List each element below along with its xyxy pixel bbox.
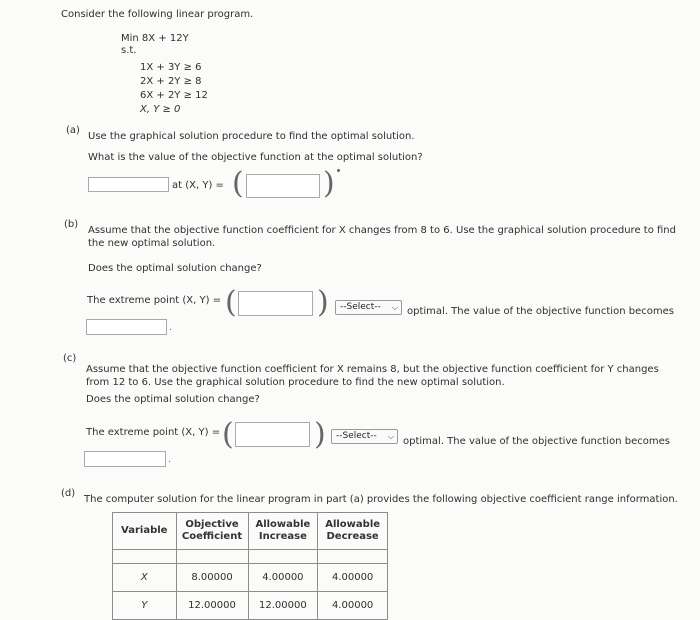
part-b-line-2: the new optimal solution. <box>88 238 216 249</box>
table-spacer-row <box>113 550 388 564</box>
cell-increase: 4.00000 <box>248 564 318 592</box>
extreme-point-input-c[interactable] <box>235 422 310 447</box>
cell-coefficient: 8.00000 <box>176 564 248 592</box>
select-value: --Select-- <box>340 302 381 312</box>
lp-nonnegativity: X, Y ≥ 0 <box>140 104 181 115</box>
close-paren: ) <box>323 166 335 201</box>
header-allowable-increase: Allowable Increase <box>248 513 318 550</box>
table-header-row <box>113 513 388 550</box>
table-row <box>113 592 388 620</box>
open-paren: ( <box>225 285 237 320</box>
objective-value-input-b[interactable] <box>86 319 167 335</box>
period-mark: . <box>168 454 172 465</box>
lp-constraint-2: 2X + 2Y ≥ 8 <box>140 76 202 87</box>
cell-variable: X <box>113 564 177 592</box>
lp-st: s.t. <box>121 45 137 56</box>
open-paren: ( <box>222 417 234 452</box>
objective-value-input-c[interactable] <box>84 451 166 467</box>
part-c-question: Does the optimal solution change? <box>86 394 260 405</box>
header-variable: Variable <box>113 513 177 550</box>
cell-decrease: 4.00000 <box>318 564 388 592</box>
part-c-line-1: Assume that the objective function coefficient for X remains 8, but the objective function coefficient for Y changes <box>86 364 659 375</box>
optimal-select-c[interactable] <box>331 429 398 444</box>
part-c-label: (c) <box>63 353 77 364</box>
part-a-instruction: Use the graphical solution procedure to find the optimal solution. <box>88 131 415 142</box>
objective-value-input-a[interactable] <box>88 177 169 192</box>
select-value: --Select-- <box>336 431 377 441</box>
part-b-question: Does the optimal solution change? <box>88 263 262 274</box>
part-b-extreme-text: The extreme point (X, Y) = <box>87 295 222 306</box>
chevron-down-icon: ⌵ <box>391 303 398 312</box>
intro-text: Consider the following linear program. <box>61 9 254 20</box>
cell-variable: Y <box>113 592 177 620</box>
part-a-at-text: at (X, Y) = <box>172 180 224 191</box>
cursor-dot <box>337 169 340 172</box>
cell-coefficient: 12.00000 <box>176 592 248 620</box>
lp-constraint-1: 1X + 3Y ≥ 6 <box>140 62 202 73</box>
header-allowable-decrease: Allowable Decrease <box>318 513 388 550</box>
part-a-label: (a) <box>66 125 80 136</box>
close-paren: ) <box>317 285 329 320</box>
header-objective-coefficient: Objective Coefficient <box>176 513 248 550</box>
open-paren: ( <box>232 166 244 201</box>
part-d-label: (d) <box>61 488 76 499</box>
optimal-point-input-a[interactable] <box>246 174 320 198</box>
lp-objective: Min 8X + 12Y <box>121 33 189 44</box>
cell-decrease: 4.00000 <box>318 592 388 620</box>
close-paren: ) <box>314 417 326 452</box>
table-row <box>113 564 388 592</box>
part-b-line-1: Assume that the objective function coefficient for X changes from 8 to 6. Use the graphical solution procedure to find <box>88 225 676 236</box>
chevron-down-icon: ⌵ <box>387 432 394 441</box>
part-b-after-select: optimal. The value of the objective function becomes <box>407 306 674 317</box>
part-a-question: What is the value of the objective function at the optimal solution? <box>88 152 423 163</box>
range-table <box>112 512 388 620</box>
part-c-after-select: optimal. The value of the objective function becomes <box>403 436 670 447</box>
cell-increase: 12.00000 <box>248 592 318 620</box>
part-c-extreme-text: The extreme point (X, Y) = <box>86 427 221 438</box>
lp-constraint-3: 6X + 2Y ≥ 12 <box>140 90 208 101</box>
extreme-point-input-b[interactable] <box>238 291 313 316</box>
part-b-label: (b) <box>64 219 79 230</box>
part-c-line-2: from 12 to 6. Use the graphical solution procedure to find the new optimal solution. <box>86 377 505 388</box>
part-d-text: The computer solution for the linear program in part (a) provides the following objective coefficient range information. <box>84 494 678 505</box>
period-mark: . <box>169 322 173 333</box>
optimal-select-b[interactable] <box>335 300 402 315</box>
